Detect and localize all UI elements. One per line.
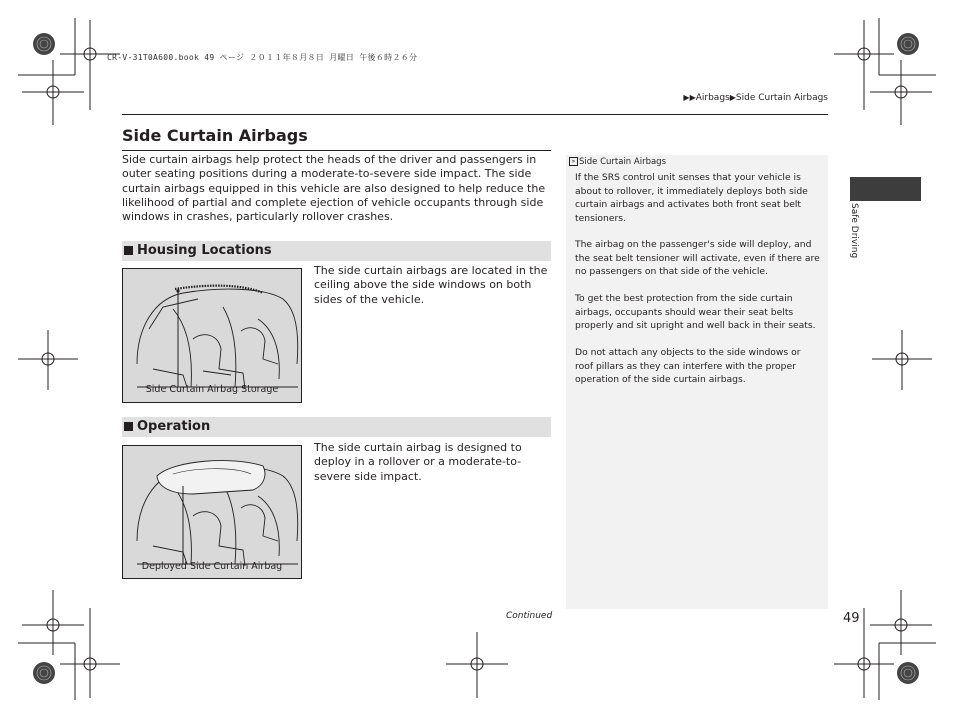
title-rule	[122, 150, 551, 151]
figure-caption: Side Curtain Airbag Storage	[145, 384, 279, 395]
breadcrumb-current: Side Curtain Airbags	[735, 93, 828, 103]
car-interior-illustration	[123, 446, 301, 578]
sidebar-paragraph: Do not attach any objects to the side windows or roof pillars as they can interfere with the proper operation of the side curtain airbags.	[575, 347, 801, 385]
breadcrumb-separator: ▶	[729, 93, 736, 102]
sidebar-heading	[569, 157, 666, 167]
continued-label: Continued	[506, 611, 553, 621]
sidebar-paragraph: If the SRS control unit senses that your vehicle is about to rollover, it immediately deploys both side curtain airbags and activates both front seat belt tensioners.	[575, 172, 808, 224]
square-bullet-icon	[124, 422, 133, 431]
square-bullet-icon	[124, 246, 133, 255]
sidebar-heading-label: Side Curtain Airbags	[579, 157, 666, 167]
housing-text: The side curtain airbags are located in the ceiling above the side windows on both sides of the vehicle.	[314, 264, 548, 306]
section-heading-operation	[122, 417, 551, 437]
operation-text: The side curtain airbag is designed to deploy in a rollover or a moderate-to-severe side impact.	[314, 441, 522, 483]
sidebar-note	[566, 155, 828, 609]
figure-airbag-storage	[122, 268, 302, 403]
sidebar-paragraph: To get the best protection from the side curtain airbags, occupants should wear their seat belts properly and sit upright and well back in their seats.	[575, 293, 816, 331]
print-header: CR-V-31T0A600.book 49 ページ ２０１１年８月８日 月曜日 午後６時２６分	[107, 53, 418, 62]
page-number: 49	[843, 611, 860, 626]
figure-caption: Deployed Side Curtain Airbag	[141, 561, 283, 572]
section-heading-housing	[122, 241, 551, 261]
breadcrumb	[683, 93, 828, 103]
section-heading-label: Housing Locations	[137, 243, 272, 258]
figure-deployed-airbag	[122, 445, 302, 579]
chapter-tab-label: Safe Driving	[849, 203, 859, 259]
car-interior-illustration	[123, 269, 301, 402]
chapter-tab[interactable]	[850, 177, 921, 201]
intro-paragraph: Side curtain airbags help protect the heads of the driver and passengers in outer seating positions during a moderate-to-severe side impact. The side curtain airbags equipped in this vehicle are also designed to help reduce the likelihood of partial and complete ejection of vehicle occupants through side windows in crashes, particularly rollover crashes.	[122, 153, 546, 224]
section-heading-label: Operation	[137, 419, 211, 434]
reference-icon: »	[569, 157, 578, 166]
breadcrumb-arrows: ▶▶	[683, 93, 696, 102]
header-rule	[122, 114, 828, 115]
sidebar-paragraph: The airbag on the passenger's side will deploy, and the seat belt tensioner will activate, even if there are no passengers on that side of the vehicle.	[575, 239, 820, 277]
page-title: Side Curtain Airbags	[122, 126, 308, 145]
breadcrumb-link-airbags[interactable]: Airbags	[695, 93, 730, 103]
